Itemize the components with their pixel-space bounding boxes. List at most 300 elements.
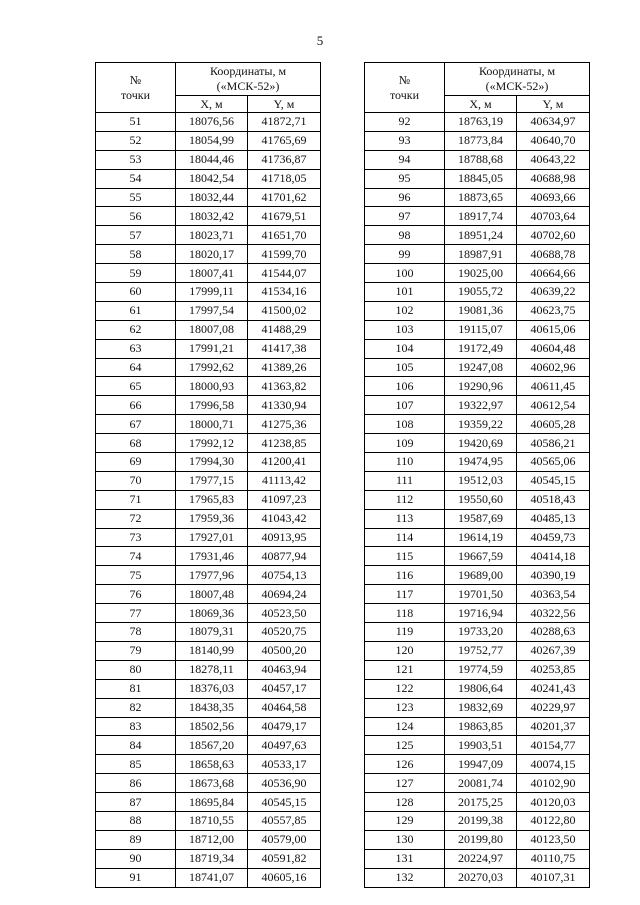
x-value-cell: 19115,07 [445,320,517,339]
y-value-cell: 40694,24 [248,585,321,604]
point-number-cell: 126 [365,755,445,774]
x-value-cell: 18023,71 [176,226,248,245]
point-number-cell: 94 [365,150,445,169]
table-row [96,566,321,585]
table-row [96,736,321,755]
table-row [365,830,590,849]
table-row [96,490,321,509]
y-value-cell: 40110,75 [517,849,590,868]
table-row [365,207,590,226]
y-value-cell: 41872,71 [248,113,321,132]
y-value-cell: 40591,82 [248,849,321,868]
x-value-cell: 19247,08 [445,358,517,377]
point-number-cell: 129 [365,811,445,830]
y-value-cell: 41599,70 [248,245,321,264]
x-value-cell: 18502,56 [176,717,248,736]
x-value-cell: 19025,00 [445,264,517,283]
point-number-cell: 61 [96,301,176,320]
point-number-cell: 96 [365,188,445,207]
x-value-cell: 19774,59 [445,660,517,679]
point-number-cell: 56 [96,207,176,226]
y-value-cell: 40615,06 [517,320,590,339]
x-value-cell: 18000,93 [176,377,248,396]
point-number-cell: 108 [365,415,445,434]
x-value-cell: 18376,03 [176,679,248,698]
point-number-header-line1: № [129,72,142,87]
y-value-cell: 40612,54 [517,396,590,415]
point-number-cell: 59 [96,264,176,283]
x-value-cell: 19055,72 [445,283,517,302]
x-value-cell: 18951,24 [445,226,517,245]
y-value-cell: 41544,07 [248,264,321,283]
table-row [96,528,321,547]
table-row [365,283,590,302]
coordinates-table-left [95,62,321,888]
point-number-cell: 79 [96,641,176,660]
y-value-cell: 41238,85 [248,434,321,453]
y-value-cell: 41275,36 [248,415,321,434]
x-value-cell: 18032,44 [176,188,248,207]
x-value-cell: 17992,62 [176,358,248,377]
x-value-cell: 19863,85 [445,717,517,736]
table-row [365,245,590,264]
x-value-cell: 18845,05 [445,169,517,188]
y-value-cell: 41417,38 [248,339,321,358]
point-number-cell: 84 [96,736,176,755]
x-value-cell: 20081,74 [445,774,517,793]
point-number-cell: 105 [365,358,445,377]
table-row [96,245,321,264]
table-row [96,660,321,679]
x-value-cell: 19752,77 [445,641,517,660]
y-value-cell: 40693,66 [517,188,590,207]
table-row [365,358,590,377]
point-number-cell: 113 [365,509,445,528]
y-value-cell: 40523,50 [248,604,321,623]
y-value-cell: 41097,23 [248,490,321,509]
point-number-cell: 73 [96,528,176,547]
x-column-header: X, м [176,96,248,113]
table-row [365,490,590,509]
y-value-cell: 41736,87 [248,150,321,169]
x-value-cell: 19550,60 [445,490,517,509]
y-value-cell: 40241,43 [517,679,590,698]
point-number-cell: 101 [365,283,445,302]
point-number-cell: 72 [96,509,176,528]
point-number-cell: 63 [96,339,176,358]
table-row [96,226,321,245]
point-number-cell: 64 [96,358,176,377]
point-number-cell: 90 [96,849,176,868]
table-row [365,623,590,642]
table-row [96,113,321,132]
x-value-cell: 17965,83 [176,490,248,509]
point-number-cell: 123 [365,698,445,717]
y-value-cell: 40457,17 [248,679,321,698]
table-row [365,415,590,434]
x-value-cell: 18987,91 [445,245,517,264]
coordinates-table-right [364,62,590,888]
x-value-cell: 18712,00 [176,830,248,849]
x-value-cell: 19359,22 [445,415,517,434]
y-value-cell: 40604,48 [517,339,590,358]
table-row [96,434,321,453]
table-row [365,264,590,283]
point-number-cell: 132 [365,868,445,887]
x-value-cell: 18719,34 [176,849,248,868]
y-value-cell: 40322,56 [517,604,590,623]
y-value-cell: 40414,18 [517,547,590,566]
y-value-cell: 40536,90 [248,774,321,793]
y-value-cell: 40913,95 [248,528,321,547]
x-value-cell: 18000,71 [176,415,248,434]
table-row [96,320,321,339]
x-value-cell: 18007,08 [176,320,248,339]
x-value-cell: 20175,25 [445,793,517,812]
table-row [365,113,590,132]
point-number-cell: 97 [365,207,445,226]
point-number-cell: 115 [365,547,445,566]
y-value-cell: 40074,15 [517,755,590,774]
x-value-cell: 18007,41 [176,264,248,283]
y-value-cell: 40390,19 [517,566,590,585]
table-row [365,698,590,717]
point-number-header-line2: точки [120,87,151,102]
y-value-cell: 41043,42 [248,509,321,528]
point-number-cell: 127 [365,774,445,793]
point-number-cell: 91 [96,868,176,887]
point-number-cell: 86 [96,774,176,793]
table-row [365,131,590,150]
table-row [96,207,321,226]
x-value-cell: 18673,68 [176,774,248,793]
table-row [96,396,321,415]
y-value-cell: 40557,85 [248,811,321,830]
y-value-cell: 41488,29 [248,320,321,339]
x-value-cell: 19322,97 [445,396,517,415]
point-number-header-line2: точки [389,87,420,102]
x-value-cell: 18710,55 [176,811,248,830]
table-row [96,849,321,868]
x-value-cell: 19512,03 [445,471,517,490]
y-value-cell: 40688,78 [517,245,590,264]
y-value-cell: 41534,16 [248,283,321,302]
y-value-cell: 40253,85 [517,660,590,679]
point-number-cell: 99 [365,245,445,264]
y-value-cell: 40120,03 [517,793,590,812]
y-value-cell: 41718,05 [248,169,321,188]
point-number-cell: 75 [96,566,176,585]
point-number-cell: 107 [365,396,445,415]
x-value-cell: 20199,38 [445,811,517,830]
table-row [365,868,590,887]
coordinates-header-line2: («МСК-52») [216,79,280,93]
table-row [96,830,321,849]
x-value-cell: 18773,84 [445,131,517,150]
point-number-cell: 122 [365,679,445,698]
table-row [96,641,321,660]
y-value-cell: 40122,80 [517,811,590,830]
table-row [96,774,321,793]
table-row [365,188,590,207]
point-number-cell: 98 [365,226,445,245]
x-value-cell: 18020,17 [176,245,248,264]
x-value-cell: 19614,19 [445,528,517,547]
table-row [365,377,590,396]
point-number-cell: 100 [365,264,445,283]
x-value-cell: 17994,30 [176,453,248,472]
table-row [96,868,321,887]
point-number-cell: 51 [96,113,176,132]
y-value-cell: 40703,64 [517,207,590,226]
x-value-cell: 18044,46 [176,150,248,169]
point-number-cell: 117 [365,585,445,604]
x-value-cell: 18873,65 [445,188,517,207]
table-row [96,377,321,396]
point-number-cell: 54 [96,169,176,188]
point-number-cell: 121 [365,660,445,679]
table-row [96,811,321,830]
y-value-cell: 40363,54 [517,585,590,604]
y-value-cell: 40533,17 [248,755,321,774]
table-row [365,453,590,472]
table-row [365,509,590,528]
point-number-cell: 111 [365,471,445,490]
y-value-cell: 41500,02 [248,301,321,320]
y-column-header: Y, м [248,96,321,113]
point-number-cell: 114 [365,528,445,547]
table-row [365,566,590,585]
y-value-cell: 40545,15 [248,793,321,812]
x-value-cell: 20199,80 [445,830,517,849]
x-value-cell: 19172,49 [445,339,517,358]
y-value-cell: 41389,26 [248,358,321,377]
y-value-cell: 40154,77 [517,736,590,755]
table-row [96,717,321,736]
y-value-cell: 40459,73 [517,528,590,547]
y-value-cell: 40229,97 [517,698,590,717]
coordinates-header [176,63,321,96]
table-row [96,283,321,302]
y-value-cell: 40643,22 [517,150,590,169]
x-value-cell: 19806,64 [445,679,517,698]
x-value-cell: 17992,12 [176,434,248,453]
x-value-cell: 17977,96 [176,566,248,585]
table-row [96,453,321,472]
point-number-cell: 110 [365,453,445,472]
point-number-cell: 112 [365,490,445,509]
x-value-cell: 19474,95 [445,453,517,472]
point-number-cell: 65 [96,377,176,396]
table-row [96,585,321,604]
y-value-cell: 40500,20 [248,641,321,660]
table-row [365,169,590,188]
table-row [365,396,590,415]
x-value-cell: 18658,63 [176,755,248,774]
table-row [96,188,321,207]
table-row [96,547,321,566]
table-row [96,509,321,528]
point-number-cell: 60 [96,283,176,302]
x-value-cell: 17999,11 [176,283,248,302]
table-row [96,793,321,812]
x-value-cell: 18695,84 [176,793,248,812]
table-row [365,679,590,698]
x-value-cell: 19081,36 [445,301,517,320]
x-value-cell: 18278,11 [176,660,248,679]
point-number-cell: 57 [96,226,176,245]
y-value-cell: 41330,94 [248,396,321,415]
table-row [365,811,590,830]
x-value-cell: 19947,09 [445,755,517,774]
point-number-header-line1: № [398,72,411,87]
point-number-cell: 58 [96,245,176,264]
table-row [365,434,590,453]
x-value-cell: 20224,97 [445,849,517,868]
y-value-cell: 40520,75 [248,623,321,642]
x-value-cell: 18069,36 [176,604,248,623]
y-value-cell: 40545,15 [517,471,590,490]
table-row [96,169,321,188]
x-value-cell: 17927,01 [176,528,248,547]
coordinates-header-line2: («МСК-52») [485,79,549,93]
y-value-cell: 40623,75 [517,301,590,320]
table-row [365,849,590,868]
table-row [96,415,321,434]
x-value-cell: 19903,51 [445,736,517,755]
point-number-cell: 70 [96,471,176,490]
point-number-cell: 53 [96,150,176,169]
coordinates-header [445,63,590,96]
point-number-cell: 87 [96,793,176,812]
x-value-cell: 18140,99 [176,641,248,660]
table-row [365,641,590,660]
y-value-cell: 41765,69 [248,131,321,150]
y-value-cell: 40754,13 [248,566,321,585]
y-value-cell: 40267,39 [517,641,590,660]
point-number-cell: 125 [365,736,445,755]
point-number-cell: 83 [96,717,176,736]
x-value-cell: 18042,54 [176,169,248,188]
point-number-cell: 89 [96,830,176,849]
x-value-cell: 17977,15 [176,471,248,490]
table-row [365,320,590,339]
point-number-cell: 106 [365,377,445,396]
x-value-cell: 18007,48 [176,585,248,604]
table-body-right [365,113,590,888]
y-value-cell: 40463,94 [248,660,321,679]
y-value-cell: 40640,70 [517,131,590,150]
x-value-cell: 19587,69 [445,509,517,528]
point-number-cell: 109 [365,434,445,453]
y-value-cell: 40565,06 [517,453,590,472]
y-value-cell: 40497,63 [248,736,321,755]
y-value-cell: 40605,28 [517,415,590,434]
coordinates-header-line1: Координаты, м [478,64,556,78]
point-number-cell: 81 [96,679,176,698]
point-number-cell: 124 [365,717,445,736]
table-row [96,679,321,698]
point-number-cell: 76 [96,585,176,604]
y-value-cell: 40586,21 [517,434,590,453]
y-value-cell: 40518,43 [517,490,590,509]
y-value-cell: 40702,60 [517,226,590,245]
y-value-cell: 40664,66 [517,264,590,283]
table-row [365,547,590,566]
table-row [365,793,590,812]
table-row [365,774,590,793]
table-row [365,528,590,547]
table-row [365,755,590,774]
y-value-cell: 40877,94 [248,547,321,566]
point-number-cell: 119 [365,623,445,642]
point-number-cell: 120 [365,641,445,660]
table-row [365,471,590,490]
y-column-header: Y, м [517,96,590,113]
point-number-cell: 130 [365,830,445,849]
point-number-cell: 128 [365,793,445,812]
y-value-cell: 40602,96 [517,358,590,377]
table-row [365,339,590,358]
y-value-cell: 40634,97 [517,113,590,132]
x-value-cell: 17997,54 [176,301,248,320]
y-value-cell: 41113,42 [248,471,321,490]
x-value-cell: 18763,19 [445,113,517,132]
table-row [96,301,321,320]
point-number-cell: 52 [96,131,176,150]
coordinates-header-line1: Координаты, м [209,64,287,78]
x-value-cell: 19689,00 [445,566,517,585]
point-number-cell: 78 [96,623,176,642]
y-value-cell: 40611,45 [517,377,590,396]
x-value-cell: 17931,46 [176,547,248,566]
y-value-cell: 40123,50 [517,830,590,849]
point-number-header [365,63,445,113]
point-number-cell: 82 [96,698,176,717]
y-value-cell: 41200,41 [248,453,321,472]
x-value-cell: 18079,31 [176,623,248,642]
y-value-cell: 41679,51 [248,207,321,226]
table-row [365,736,590,755]
table-row [96,471,321,490]
x-value-cell: 18054,99 [176,131,248,150]
table-row [365,604,590,623]
table-row [365,150,590,169]
x-value-cell: 18032,42 [176,207,248,226]
point-number-cell: 74 [96,547,176,566]
table-body-left [96,113,321,888]
point-number-cell: 80 [96,660,176,679]
x-value-cell: 18567,20 [176,736,248,755]
x-value-cell: 19701,50 [445,585,517,604]
x-column-header: X, м [445,96,517,113]
point-number-header [96,63,176,113]
y-value-cell: 40464,58 [248,698,321,717]
table-row [365,717,590,736]
x-value-cell: 17959,36 [176,509,248,528]
y-value-cell: 40579,00 [248,830,321,849]
x-value-cell: 17996,58 [176,396,248,415]
table-row [96,623,321,642]
y-value-cell: 40288,63 [517,623,590,642]
y-value-cell: 40688,98 [517,169,590,188]
y-value-cell: 40201,37 [517,717,590,736]
point-number-cell: 55 [96,188,176,207]
x-value-cell: 17991,21 [176,339,248,358]
table-row [96,339,321,358]
x-value-cell: 18438,35 [176,698,248,717]
x-value-cell: 18076,56 [176,113,248,132]
